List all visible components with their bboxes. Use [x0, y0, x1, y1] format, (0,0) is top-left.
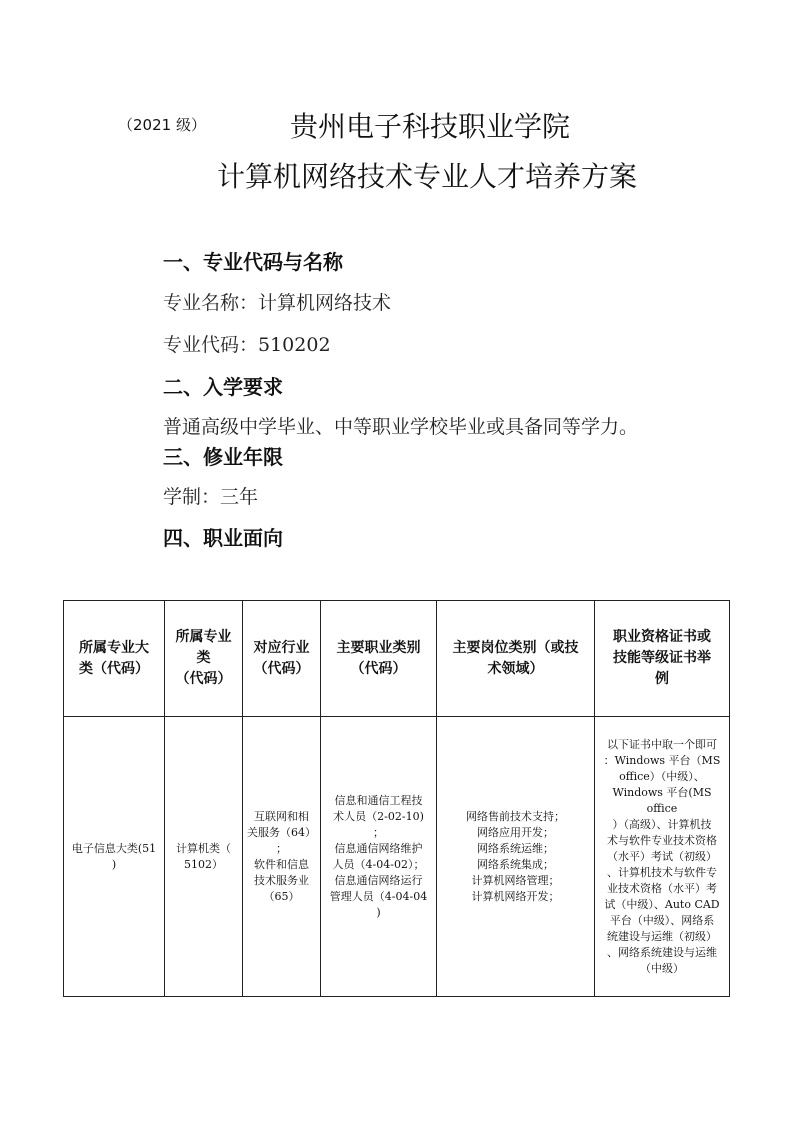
document-title-plan: 计算机网络技术专业人才培养方案	[217, 160, 638, 193]
header-occupation: 主要职业类别 （代码）	[321, 601, 437, 717]
section-heading-3: 三、修业年限	[163, 445, 283, 469]
cell-subcategory: 计算机类（ 5102）	[165, 717, 243, 997]
cell-certificate: 以下证书中取一个即可 ：Windows 平台（MS office）（中级）、 Windows 平台(MS office ）（高级）、计算机技 术与软件专业技术资格 （水平）考试（初级） 、计算机技术与软件专 业技术资格（水平）考 试（中级）、Auto CAD 平台（中级）、网络系 统建设与运维（初级） 、网络系统建设与运维 （中级）	[595, 717, 730, 997]
table-header-row	[64, 601, 730, 717]
cell-category: 电子信息大类(51 )	[64, 717, 165, 997]
table-row	[64, 717, 730, 997]
header-position: 主要岗位类别（或技 术领域）	[437, 601, 595, 717]
cell-occupation: 信息和通信工程技 术人员（2-02-10) ； 信息通信网络维护 人员（4-04-02）； 信息通信网络运行 管理人员（4-04-04 )	[321, 717, 437, 997]
admission-requirement: 普通高级中学毕业、中等职业学校毕业或具备同等学力。	[163, 416, 639, 438]
cell-industry: 互联网和相 关服务（64） ； 软件和信息 技术服务业 （65）	[243, 717, 321, 997]
document-title-school: 贵州电子科技职业学院	[290, 110, 571, 143]
header-certificate: 职业资格证书或 技能等级证书举 例	[595, 601, 730, 717]
cell-position: 网络售前技术支持； 网络应用开发； 网络系统运维； 网络系统集成； 计算机网络管理； 计算机网络开发；	[437, 717, 595, 997]
header-category: 所属专业大 类（代码）	[64, 601, 165, 717]
header-subcategory: 所属专业 类 （代码）	[165, 601, 243, 717]
major-code: 专业代码：510202	[163, 334, 331, 356]
grade-label: （2021 级）	[118, 116, 206, 134]
section-heading-1: 一、专业代码与名称	[163, 250, 343, 274]
major-name: 专业名称：计算机网络技术	[163, 292, 392, 314]
occupation-table	[63, 600, 730, 997]
section-heading-4: 四、职业面向	[163, 526, 283, 550]
section-heading-2: 二、入学要求	[163, 375, 283, 399]
study-duration: 学制：三年	[163, 486, 259, 508]
header-industry: 对应行业 （代码）	[243, 601, 321, 717]
